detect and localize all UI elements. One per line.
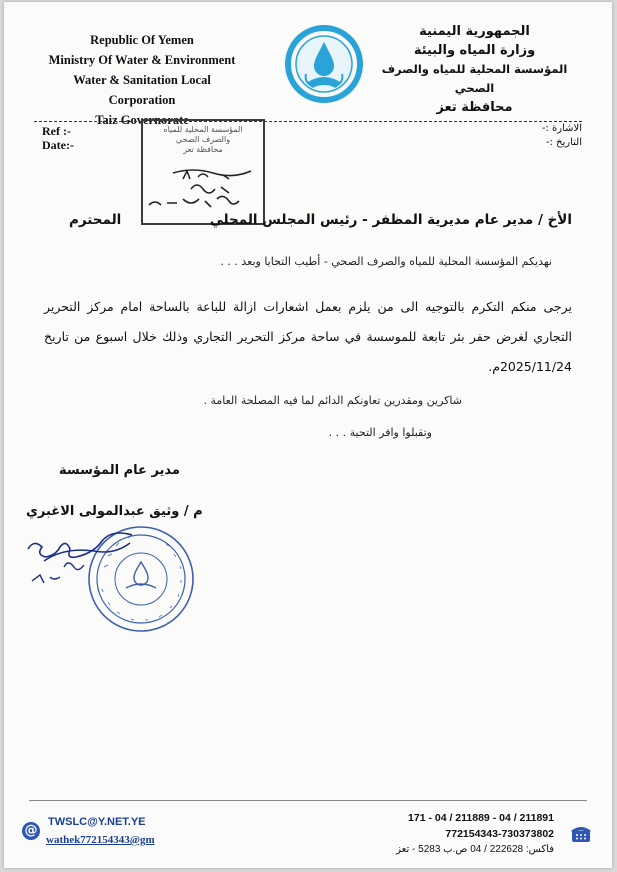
stamp-handwriting: [143, 121, 263, 223]
stamp-line-2: والصرف الصحي: [175, 135, 231, 144]
en-governorate: Taiz Governorate: [95, 113, 189, 127]
phone-line-1: 171 - 04 / 211889 - 04 / 211891: [408, 812, 554, 824]
handwritten-signature: [14, 519, 134, 599]
signatory-title: مدير عام المؤسسة: [59, 463, 180, 478]
arabic-letterhead: [367, 22, 582, 117]
addressee: الأخ / مدير عام مديرية المظفر - رئيس المجلس المحلي: [209, 212, 572, 228]
en-date-label: Date:-: [42, 138, 74, 152]
letter-body: يرجى منكم التكرم بالتوجيه الى من يلزم بعمل اشعارات ازالة للباعة بالساحة امام مركز التحرير التجاري لغرض حفر بئر تابعة للموسسة في ساحة مركز التحرير التجاري وذلك خلال اسبوع من تاريخ 2025/11/24م.: [44, 299, 572, 374]
corporation-logo: [284, 22, 364, 112]
incoming-stamp: [141, 119, 265, 225]
addressee-line: [210, 212, 572, 228]
fax-line: فاكس: 222628 / 04 ص.ب 5283 - تعز: [396, 844, 554, 855]
ar-governorate: محافظة تعز: [436, 100, 513, 115]
closing-line: وتقبلوا وافر التحية . . .: [328, 426, 432, 439]
ar-ref-label: الاشارة :-: [541, 123, 582, 134]
email-secondary[interactable]: wathek772154343@gm: [46, 834, 155, 846]
ar-ministry: وزارة المياه والبيئة: [413, 43, 536, 58]
greeting: نهديكم المؤسسة المحلية للمياه والصرف الصحي - أطيب التحايا وبعد . . .: [220, 255, 552, 268]
email-primary[interactable]: TWSLC@Y.NET.YE: [48, 816, 146, 828]
honorific: المحترم: [69, 212, 122, 228]
letter-page: [4, 2, 612, 868]
at-sign-icon: @: [22, 822, 40, 840]
stamp-line-3: محافظة تعز: [183, 145, 223, 154]
ar-corporation: المؤسسة المحلية للمياه والصرف الصحي: [381, 62, 568, 95]
en-ministry: Ministry Of Water & Environment: [48, 53, 236, 67]
en-country: Republic Of Yemen: [90, 33, 194, 47]
header-divider: [34, 121, 582, 122]
phone-line-2: 772154343-730373802: [445, 828, 554, 840]
ar-date-label: التاريخ :-: [545, 137, 582, 148]
ar-country: الجمهورية اليمنية: [419, 24, 530, 39]
ar-ref-date-block: [542, 122, 582, 150]
telephone-icon: [570, 824, 592, 844]
en-corporation: Water & Sanitation Local Corporation: [73, 73, 211, 107]
stamp-line-1: المؤسسة المحلية للمياه: [163, 125, 243, 134]
signatory-name: م / وثيق عبدالمولى الاغبري: [26, 504, 203, 519]
english-letterhead: [42, 30, 242, 130]
en-ref-label: Ref :-: [42, 124, 71, 138]
contact-phones: [396, 810, 554, 858]
ref-date-block: [42, 124, 74, 152]
thanks-line: شاكرين ومقدرين تعاونكم الدائم لما فيه المصلحة العامة .: [203, 394, 462, 407]
footer-divider: [29, 800, 587, 801]
